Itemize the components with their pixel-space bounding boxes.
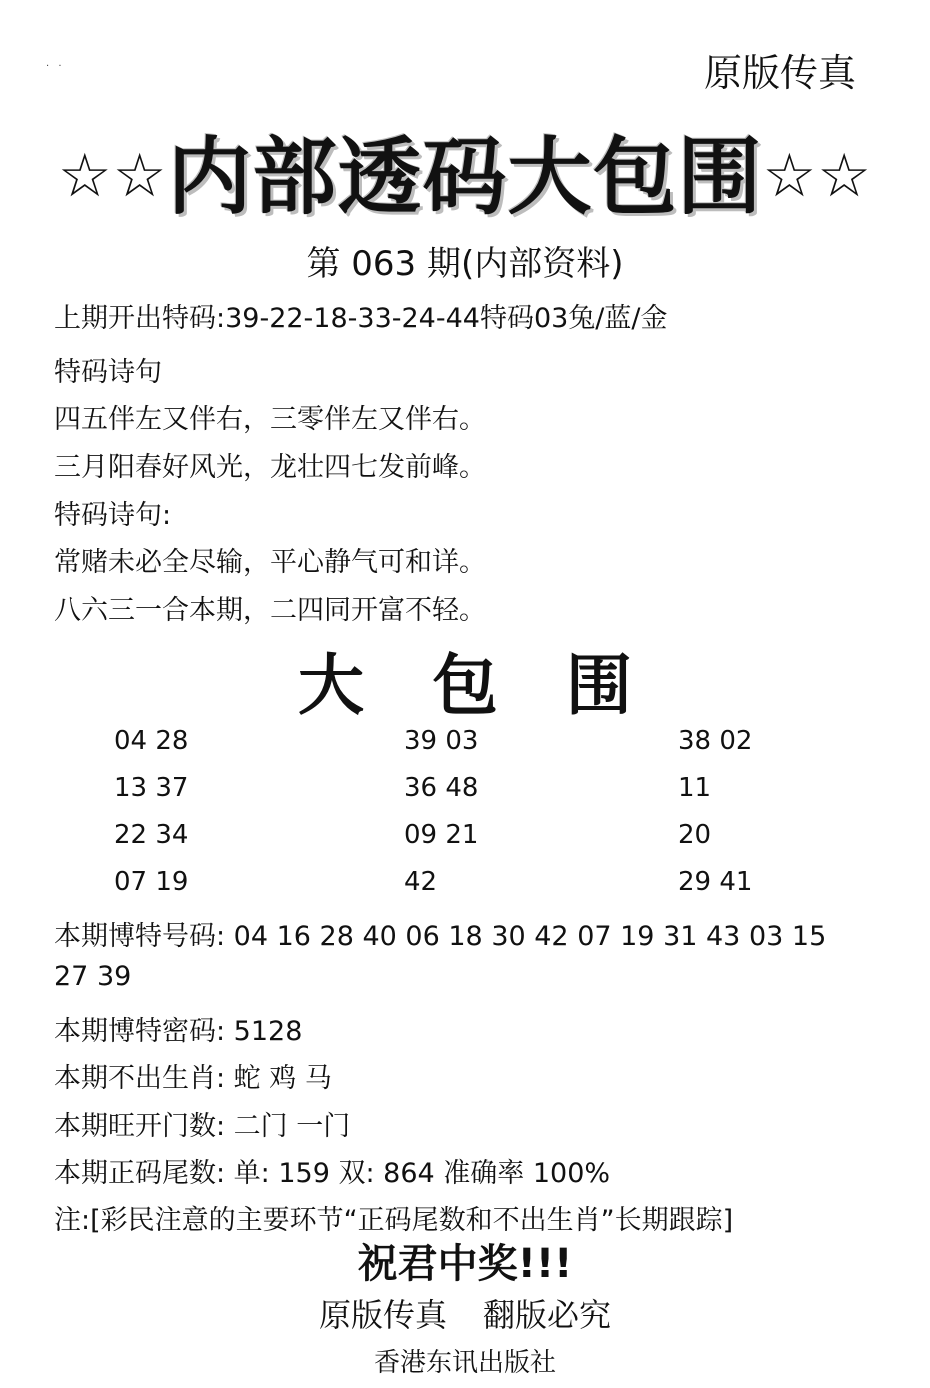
poem1-line-1: 四五伴左又伴右，三零伴左又伴右。 bbox=[54, 404, 486, 435]
original-fax-footer: 原版传真 bbox=[318, 1296, 447, 1334]
grid-col1-row1: 04 28 bbox=[114, 726, 189, 756]
no-zodiac: 本期不出生肖: 蛇 鸡 马 bbox=[54, 1063, 332, 1094]
big-title-char-1: 大 bbox=[298, 647, 364, 724]
issue-number: 第 063 期(内部资料) bbox=[306, 244, 624, 284]
stars-left-icon: ☆☆ bbox=[57, 141, 168, 211]
grid-col3-row3: 20 bbox=[678, 820, 712, 850]
grid-col3-row1: 38 02 bbox=[678, 726, 753, 756]
original-fax-label: 原版传真 bbox=[703, 51, 856, 95]
big-title-char-3: 围 bbox=[566, 647, 632, 724]
special-numbers-line-1: 本期博特号码: 04 16 28 40 06 18 30 42 07 19 31 43 03 15 bbox=[54, 921, 827, 952]
grid-col2-row3: 09 21 bbox=[404, 820, 479, 850]
lucky-doors: 本期旺开门数: 二门 一门 bbox=[54, 1111, 351, 1142]
tail-numbers: 本期正码尾数: 单: 159 双: 864 准确率 100% bbox=[54, 1158, 611, 1189]
last-draw-result: 上期开出特码:39-22-18-33-24-44特码03兔/蓝/金 bbox=[54, 303, 668, 334]
secret-code: 本期博特密码: 5128 bbox=[54, 1016, 303, 1047]
big-title bbox=[0, 632, 930, 727]
corner-mark: . . bbox=[46, 58, 65, 69]
big-title-char-2: 包 bbox=[432, 647, 498, 724]
poem2-line-1: 常赌未必全尽输，平心静气可和详。 bbox=[54, 547, 486, 578]
piracy-warning: 翻版必究 bbox=[483, 1296, 612, 1334]
grid-col2-row1: 39 03 bbox=[404, 726, 479, 756]
grid-col3-row2: 11 bbox=[678, 773, 712, 803]
grid-col3-row4: 29 41 bbox=[678, 867, 753, 897]
copyright-line bbox=[0, 1290, 930, 1336]
grid-col1-row4: 07 19 bbox=[114, 867, 189, 897]
poem2-line-2: 八六三一合本期，二四同开富不轻。 bbox=[54, 595, 486, 626]
grid-col2-row4: 42 bbox=[404, 867, 438, 897]
poem2-title: 特码诗句: bbox=[54, 500, 172, 531]
poem1-line-2: 三月阳春好风光，龙壮四七发前峰。 bbox=[54, 452, 486, 483]
special-numbers-line-2: 27 39 bbox=[54, 961, 132, 992]
headline bbox=[0, 110, 930, 231]
publisher: 香港东讯出版社 bbox=[373, 1348, 556, 1378]
grid-col2-row2: 36 48 bbox=[404, 773, 479, 803]
grid-col1-row2: 13 37 bbox=[114, 773, 189, 803]
note: 注:[彩民注意的主要环节“正码尾数和不出生肖”长期跟踪] bbox=[54, 1205, 734, 1236]
stars-right-icon: ☆☆ bbox=[762, 141, 873, 211]
poem1-title: 特码诗句 bbox=[54, 357, 162, 388]
grid-col1-row3: 22 34 bbox=[114, 820, 189, 850]
headline-text: 内部透码大包围 bbox=[167, 128, 763, 226]
good-luck-wish: 祝君中奖!!! bbox=[357, 1241, 573, 1287]
